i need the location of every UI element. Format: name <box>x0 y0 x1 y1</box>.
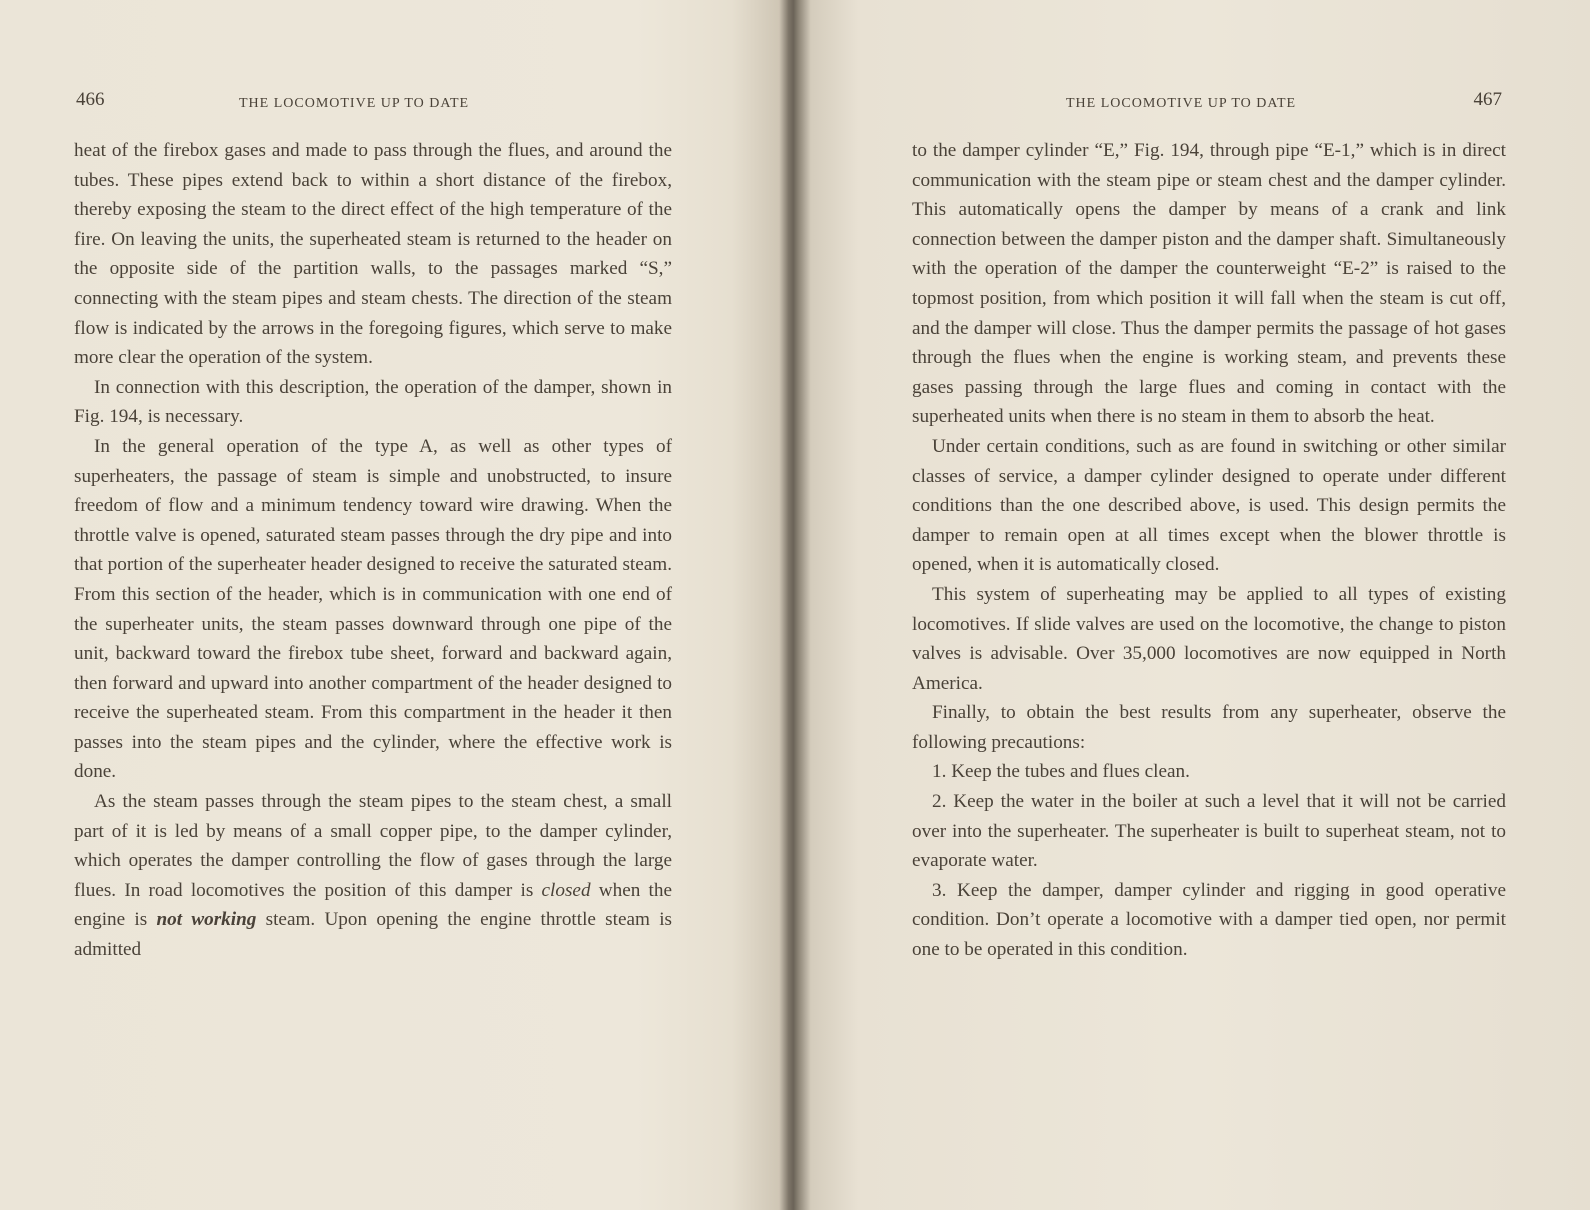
right-list-item-1: 1. Keep the tubes and flues clean. <box>932 761 1190 783</box>
right-page-number: 467 <box>1473 89 1502 110</box>
right-body-text <box>912 136 1506 965</box>
right-list-item-3: 3. Keep the damper, damper cylinder and rigging in good operative condition. Don’t operate a locomotive with a damper tied open, nor permit one to be operated in this condition. <box>912 879 1506 961</box>
left-paragraph-4 <box>74 787 672 965</box>
left-page-number: 466 <box>76 89 105 110</box>
left-running-title: THE LOCOMOTIVE UP TO DATE <box>239 96 470 111</box>
right-running-head <box>912 89 1502 116</box>
left-running-head <box>74 89 674 116</box>
right-paragraph-3: This system of superheating may be applied to all types of existing locomotives. If slide valves are used on the locomotive, the change to piston valves is advisable. Over 35,000 locomotives are now equipped in North America. <box>912 583 1506 694</box>
right-page <box>800 0 1590 1210</box>
left-p4-text-1: As the steam passes through the steam pipes to the steam chest, a small part of it is led by means of a small copper pipe, to the damper cylinder, which operates the damper controlling the flow of gases through the large flues. In road locomotives the position of this damper is <box>74 791 672 901</box>
right-running-title: THE LOCOMOTIVE UP TO DATE <box>1066 96 1297 111</box>
left-p4-emphasis-not-working: not working <box>156 909 257 931</box>
left-paragraph-3: In the general operation of the type A, as well as other types of superheaters, the passage of steam is simple and unobstructed, to insure freedom of flow and a minimum tendency toward wire drawing. When the throttle valve is opened, saturated steam passes through the dry pipe and into that portion of the superheater header designed to receive the saturated steam. From this section of the header, which is in communication with one end of the superheater units, the steam passes downward through one pipe of the unit, backward toward the firebox tube sheet, forward and backward again, then forward and upward into another compartment of the header designed to receive the superheated steam. From this compartment in the header it then passes into the steam pipes and the cylinder, where the effective work is done. <box>74 435 672 783</box>
right-paragraph-1: to the damper cylinder “E,” Fig. 194, through pipe “E-1,” which is in direct communication with the steam pipe or steam chest and the damper cylinder. This automatically opens the damper by means of a crank and link connection between the damper piston and the damper shaft. Simultaneously with the operation of the damper the counterweight “E-2” is raised to the topmost position, from which position it will fall when the steam is cut off, and the damper will close. Thus the damper permits the passage of hot gases through the flues when the engine is working steam, and prevents these gases passing through the large flues and coming in contact with the superheated units when there is no steam in them to absorb the heat. <box>912 140 1506 428</box>
right-list-item-2: 2. Keep the water in the boiler at such a level that it will not be carried over into the superheater. The superheater is built to superheat steam, not to evaporate water. <box>912 791 1506 872</box>
left-paragraph-2: In connection with this description, the operation of the damper, shown in Fig. 194, is necessary. <box>74 376 672 428</box>
left-p4-text-2: when the engine is <box>74 879 672 931</box>
left-p4-emphasis-closed: closed <box>541 879 591 901</box>
left-p4-text-3: steam. Upon opening the engine throttle steam is admitted <box>74 909 672 961</box>
left-paragraph-1: heat of the firebox gases and made to pass through the flues, and around the tubes. These pipes extend back to within a short distance of the firebox, thereby exposing the steam to the direct effect of the high temperature of the fire. On leaving the units, the superheated steam is returned to the header on the opposite side of the partition walls, to the passages marked “S,” connecting with the steam pipes and steam chests. The direction of the steam flow is indicated by the arrows in the foregoing figures, which serve to make more clear the operation of the system. <box>74 140 672 369</box>
left-body-text <box>74 136 672 965</box>
right-paragraph-2: Under certain conditions, such as are found in switching or other similar classes of service, a damper cylinder designed to operate under different conditions than the one described above, is used. This design permits the damper to remain open at all times except when the blower throttle is opened, when it is automatically closed. <box>912 435 1506 576</box>
right-paragraph-4: Finally, to obtain the best results from any superheater, observe the following precautions: <box>912 702 1506 753</box>
left-page <box>0 0 790 1210</box>
